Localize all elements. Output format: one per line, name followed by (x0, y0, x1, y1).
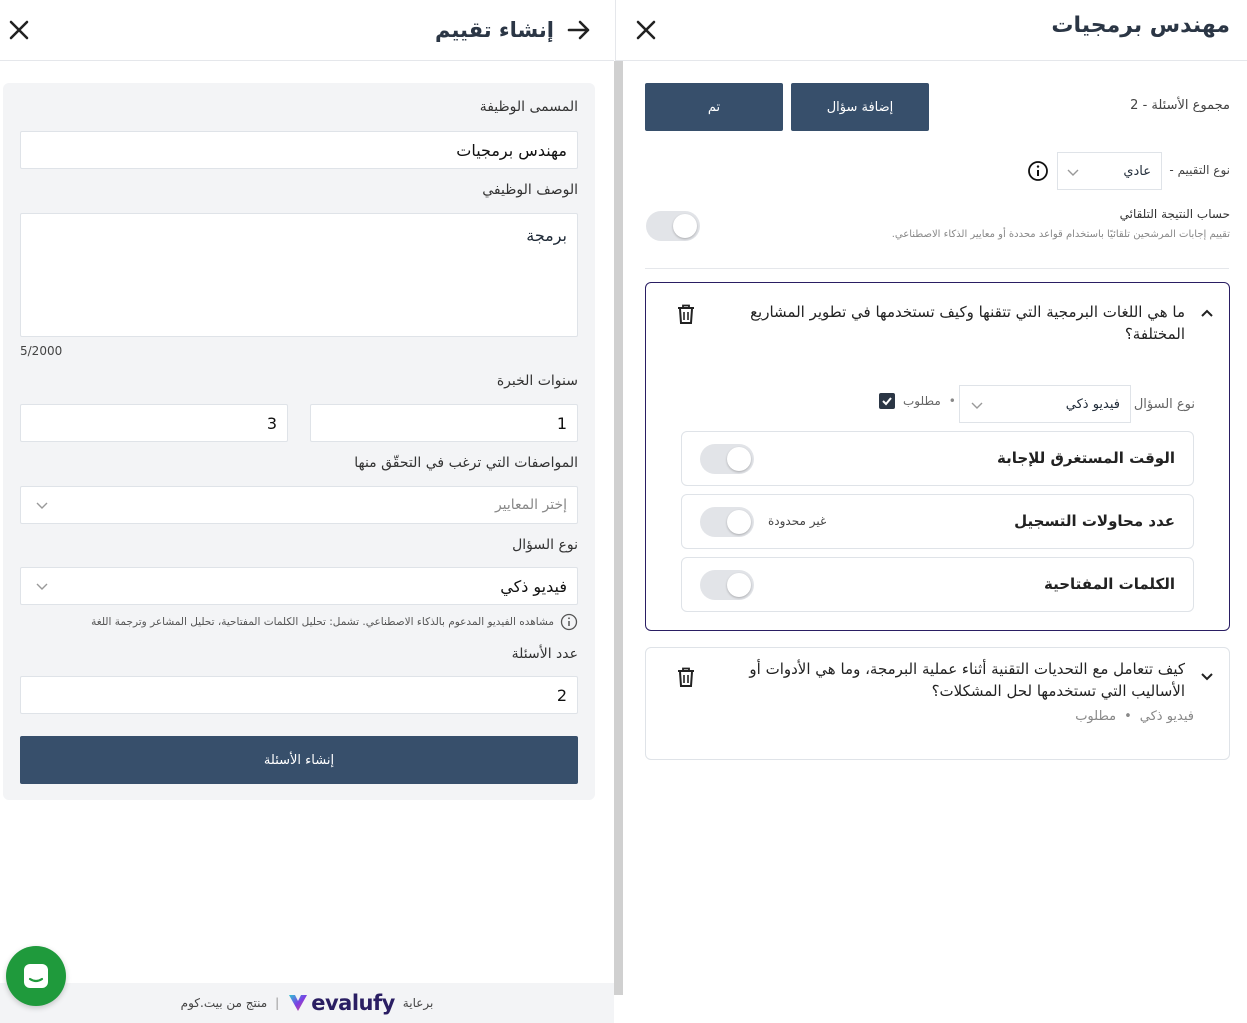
create-assessment-panel (0, 0, 614, 1023)
separator-dot: • (1124, 709, 1132, 724)
toggle-knob (727, 510, 751, 534)
left-title-wrap (435, 14, 592, 46)
panel-divider (614, 61, 623, 995)
experience-label: سنوات الخبرة (496, 373, 578, 389)
question-count-value: 2 (556, 685, 567, 705)
question-type-label: نوع السؤال (1133, 397, 1195, 412)
experience-min-field[interactable] (310, 404, 578, 442)
attempts-value: غير محدودة (768, 514, 827, 528)
question-type-select[interactable] (959, 385, 1131, 423)
sponsor-prefix: برعاية (402, 996, 434, 1010)
answer-time-toggle[interactable] (700, 444, 754, 474)
assessment-type-select[interactable] (1057, 152, 1162, 190)
page-title: إنشاء تقييم (435, 18, 554, 42)
char-count: 5/2000 (20, 344, 63, 358)
question-count-label: عدد الأسئلة (511, 646, 578, 662)
job-description-field[interactable] (20, 213, 578, 337)
chevron-down-icon (35, 579, 49, 593)
footer-separator: | (275, 996, 280, 1010)
job-title-field[interactable] (20, 131, 578, 169)
setting-label: عدد محاولات التسجيل (1014, 512, 1175, 530)
left-header (0, 0, 614, 61)
job-description-value: برمجة (526, 226, 567, 245)
product-of: منتج من بيت.كوم (180, 996, 268, 1010)
assessment-type-value: عادي (1123, 163, 1151, 179)
job-title-value: مهندس برمجيات (456, 140, 567, 160)
setting-label: الوقت المستغرق للإجابة (997, 449, 1175, 467)
toggle-knob (673, 214, 697, 238)
brand-name: evalufy (311, 991, 395, 1015)
setting-answer-time (681, 431, 1194, 486)
evalufy-logo-icon (287, 993, 309, 1013)
required-label: مطلوب (1075, 709, 1117, 724)
separator-dot: • (948, 394, 956, 408)
criteria-select[interactable] (20, 486, 578, 524)
total-questions: مجموع الأسئلة - 2 (1130, 98, 1230, 113)
question-type-value: فيديو ذكي (500, 576, 567, 596)
setting-label: الكلمات المفتاحية (1043, 575, 1175, 593)
auto-score-toggle[interactable] (646, 211, 700, 241)
evalufy-logo[interactable] (287, 991, 395, 1015)
trash-icon[interactable] (676, 303, 696, 325)
required-checkbox[interactable] (879, 393, 895, 409)
panel-title: مهندس برمجيات (1051, 13, 1230, 38)
toggle-knob (727, 573, 751, 597)
right-header (615, 0, 1247, 61)
question-card[interactable] (645, 647, 1230, 760)
info-icon (560, 613, 578, 631)
auto-score-title: حساب النتيجة التلقائي (1119, 207, 1230, 221)
required-label: مطلوب (903, 394, 941, 408)
job-title-label: المسمى الوظيفة (479, 99, 578, 115)
generate-questions-button[interactable]: إنشاء الأسئلة (20, 736, 578, 784)
experience-max-value: 3 (266, 413, 277, 433)
criteria-placeholder: إختر المعايير (494, 497, 567, 513)
divider-line (645, 268, 1229, 269)
questions-panel (623, 0, 1247, 1023)
job-description-label: الوصف الوظيفي (482, 182, 578, 198)
close-icon[interactable] (633, 17, 659, 43)
footer (0, 983, 614, 1023)
trash-icon[interactable] (676, 666, 696, 688)
check-icon (881, 395, 893, 407)
add-question-button[interactable]: إضافة سؤال (791, 83, 929, 131)
done-button[interactable]: تم (645, 83, 783, 131)
criteria-label: المواصفات التي ترغب في التحقّق منها (354, 455, 578, 471)
question-type-hint (91, 613, 578, 631)
info-icon[interactable] (1027, 160, 1049, 182)
chevron-up-icon[interactable] (1199, 305, 1215, 321)
question-card (645, 282, 1230, 631)
experience-min-value: 1 (556, 413, 567, 433)
question-count-field[interactable] (20, 676, 578, 714)
experience-max-field[interactable] (20, 404, 288, 442)
assessment-type-label: نوع التقييم - (1169, 163, 1230, 177)
chevron-down-icon[interactable] (1199, 668, 1215, 684)
setting-keywords (681, 557, 1194, 612)
chevron-down-icon (1066, 165, 1080, 179)
question-text[interactable]: كيف تتعامل مع التحديات التقنية أثناء عملية البرمجة، وما هي الأدوات أو الأساليب التي تستخدمها لحل المشكلات؟ (749, 660, 1185, 700)
arrow-right-icon[interactable] (566, 17, 592, 43)
question-meta (1075, 709, 1194, 724)
close-icon[interactable] (6, 17, 32, 43)
setting-record-attempts (681, 494, 1194, 549)
question-text[interactable]: ما هي اللغات البرمجية التي تتقنها وكيف تستخدمها في تطوير المشاريع المختلفة؟ (750, 303, 1185, 343)
question-type-label: نوع السؤال (512, 537, 578, 553)
record-attempts-toggle[interactable] (700, 507, 754, 537)
hint-text: مشاهده الفيديو المدعوم بالذكاء الاصطناعي. تشمل: تحليل الكلمات المفتاحية، تحليل المشاعر وترجمة اللغة (91, 616, 554, 628)
question-type-select[interactable] (20, 567, 578, 605)
keywords-toggle[interactable] (700, 570, 754, 600)
chat-icon (21, 961, 51, 991)
auto-score-description: تقييم إجابات المرشحين تلقائيًا باستخدام قواعد محددة أو معايير الذكاء الاصطناعي. (891, 229, 1230, 240)
toggle-knob (727, 447, 751, 471)
assessment-form (3, 83, 595, 800)
chevron-down-icon (970, 398, 984, 412)
required-control (879, 393, 956, 409)
question-type-value: فيديو ذكي (1139, 709, 1194, 724)
chevron-down-icon (35, 498, 49, 512)
chat-launcher-button[interactable] (6, 946, 66, 1006)
question-type-value: فيديو ذكي (1065, 396, 1120, 412)
